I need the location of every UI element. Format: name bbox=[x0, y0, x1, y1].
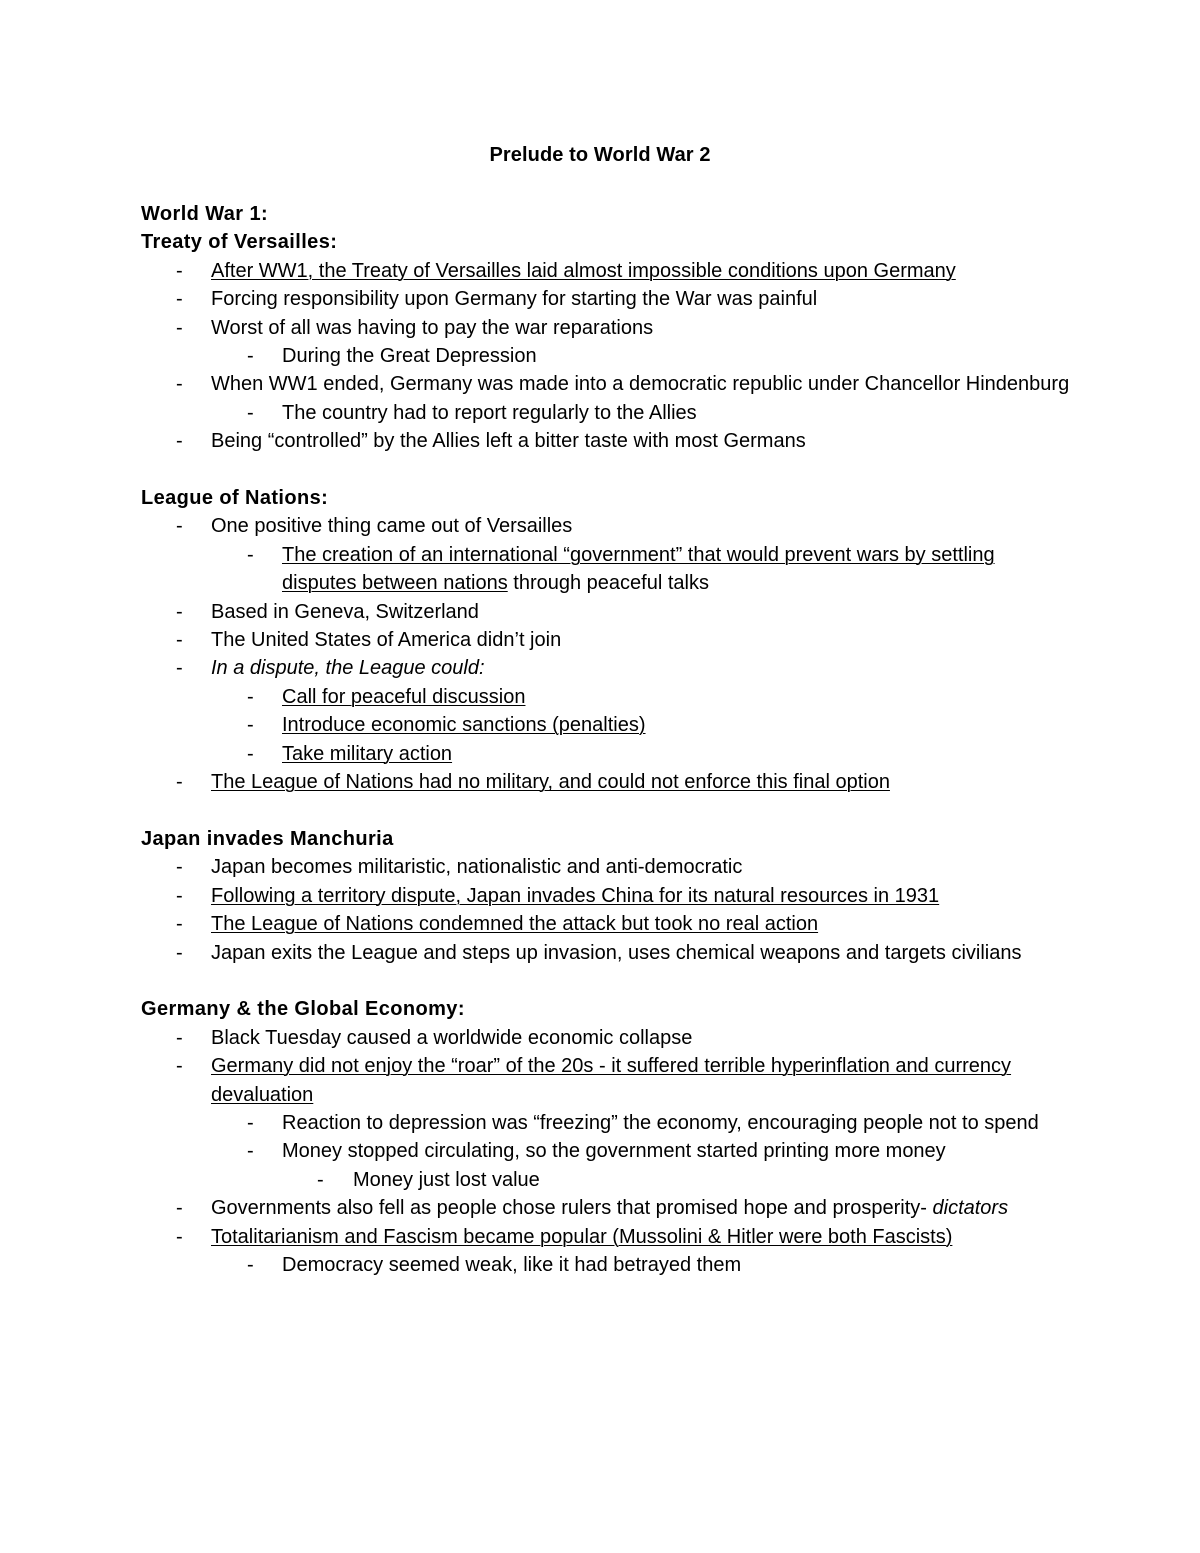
bullet-dash: - bbox=[176, 1026, 183, 1049]
list-item bbox=[141, 768, 1071, 796]
list-item-text: Japan exits the League and steps up invasion, uses chemical weapons and targets civilians bbox=[211, 941, 1022, 964]
list-item-text: Take military action bbox=[282, 742, 453, 765]
heading-world-war-1: World War 1: bbox=[141, 203, 269, 225]
list-item-text: Worst of all was having to pay the war reparations bbox=[211, 316, 654, 339]
bullet-dash: - bbox=[176, 856, 183, 879]
list-item bbox=[141, 1251, 1071, 1279]
bullet-dash: - bbox=[176, 913, 183, 936]
list-item-text: When WW1 ended, Germany was made into a democratic republic under Chancellor Hindenburg bbox=[211, 373, 1070, 396]
bullet-dash: - bbox=[176, 600, 183, 623]
list-item-text: The United States of America didn’t join bbox=[211, 629, 562, 652]
list-item bbox=[141, 882, 1071, 910]
list-item-text: Reaction to depression was “freezing” the economy, encouraging people not to spend bbox=[282, 1111, 1039, 1134]
bullet-dash: - bbox=[176, 259, 183, 282]
list-item-text: Black Tuesday caused a worldwide economic collapse bbox=[211, 1026, 693, 1049]
list-item-text: The League of Nations had no military, and could not enforce this final option bbox=[211, 771, 890, 794]
list-item-text: Forcing responsibility upon Germany for starting the War was painful bbox=[211, 288, 818, 311]
list-item bbox=[141, 541, 1071, 598]
list-item bbox=[141, 740, 1071, 768]
list-item bbox=[141, 626, 1071, 654]
list-item bbox=[141, 683, 1071, 711]
bullet-dash: - bbox=[176, 316, 183, 339]
list-item-text: Money just lost value bbox=[353, 1168, 540, 1191]
list-item-text: One positive thing came out of Versailles bbox=[211, 515, 573, 538]
bullet-dash: - bbox=[247, 1111, 254, 1134]
bullet-dash: - bbox=[247, 742, 254, 765]
list-item-text: The League of Nations condemned the attack but took no real action bbox=[211, 913, 819, 936]
bullet-dash: - bbox=[247, 345, 254, 368]
list-item-text: Governments also fell as people chose rulers that promised hope and prosperity- bbox=[211, 1197, 927, 1220]
bullet-dash: - bbox=[176, 884, 183, 907]
list-item bbox=[141, 342, 1071, 370]
bullet-dash: - bbox=[176, 1055, 183, 1078]
list-item-text: Introduce economic sanctions (penalties) bbox=[282, 714, 646, 737]
spacer bbox=[141, 456, 1071, 484]
bullet-dash: - bbox=[247, 1253, 254, 1276]
list-item bbox=[141, 654, 1071, 682]
spacer bbox=[141, 967, 1071, 995]
list-item bbox=[141, 910, 1071, 938]
bullet-dash: - bbox=[176, 657, 183, 680]
list-item bbox=[141, 314, 1071, 342]
heading-league-of-nations: League of Nations: bbox=[141, 487, 329, 510]
bullet-dash: - bbox=[176, 771, 183, 794]
document-body bbox=[141, 200, 1071, 1279]
list-item-text: Japan becomes militaristic, nationalistic and anti-democratic bbox=[211, 856, 743, 879]
bullet-dash: - bbox=[317, 1168, 324, 1191]
list-item bbox=[141, 1137, 1071, 1165]
bullet-dash: - bbox=[176, 629, 183, 652]
list-item-text: During the Great Depression bbox=[282, 345, 537, 368]
list-item bbox=[141, 1024, 1071, 1052]
page-title: Prelude to World War 2 bbox=[489, 144, 711, 166]
list-item-text: Being “controlled” by the Allies left a bitter taste with most Germans bbox=[211, 430, 806, 453]
list-item bbox=[141, 285, 1071, 313]
bullet-dash: - bbox=[176, 1225, 183, 1248]
spacer bbox=[141, 797, 1071, 825]
bullet-dash: - bbox=[247, 1140, 254, 1163]
list-item bbox=[141, 1223, 1071, 1251]
list-item bbox=[141, 1194, 1071, 1222]
list-item bbox=[141, 427, 1071, 455]
list-item-text: After WW1, the Treaty of Versailles laid almost impossible conditions upon Germany bbox=[211, 259, 956, 282]
list-item bbox=[141, 1109, 1071, 1137]
list-item bbox=[141, 853, 1071, 881]
list-item bbox=[141, 399, 1071, 427]
bullet-dash: - bbox=[176, 430, 183, 453]
list-item-text-italic: dictators bbox=[932, 1197, 1009, 1220]
bullet-dash: - bbox=[247, 401, 254, 424]
heading-treaty-of-versailles: Treaty of Versailles: bbox=[141, 231, 338, 254]
list-item-text: Democracy seemed weak, like it had betrayed them bbox=[282, 1253, 742, 1276]
list-item bbox=[141, 598, 1071, 626]
bullet-dash: - bbox=[247, 685, 254, 708]
list-item bbox=[141, 257, 1071, 285]
list-item-text: Call for peaceful discussion bbox=[282, 685, 526, 708]
list-item-text: In a dispute, the League could: bbox=[211, 657, 485, 680]
list-item bbox=[141, 1052, 1071, 1109]
list-item bbox=[141, 939, 1071, 967]
list-item-text: The country had to report regularly to the Allies bbox=[282, 401, 697, 424]
bullet-dash: - bbox=[176, 1197, 183, 1220]
bullet-dash: - bbox=[176, 941, 183, 964]
list-item-text-underlined: The creation of an international “government” that would prevent wars by settling disputes between nations bbox=[282, 543, 995, 595]
bullet-dash: - bbox=[176, 288, 183, 311]
heading-germany-global-economy: Germany & the Global Economy: bbox=[141, 998, 465, 1021]
heading-japan-invades-manchuria: Japan invades Manchuria bbox=[141, 827, 394, 850]
list-item-text: through peaceful talks bbox=[507, 572, 709, 595]
list-item-text: Money stopped circulating, so the government started printing more money bbox=[282, 1140, 946, 1163]
list-item bbox=[141, 512, 1071, 540]
list-item bbox=[141, 370, 1071, 398]
bullet-dash: - bbox=[176, 515, 183, 538]
bullet-dash: - bbox=[247, 714, 254, 737]
list-item-text: Based in Geneva, Switzerland bbox=[211, 600, 479, 623]
list-item-text: Following a territory dispute, Japan invades China for its natural resources in 1931 bbox=[211, 884, 940, 907]
list-item bbox=[141, 711, 1071, 739]
list-item-text: Germany did not enjoy the “roar” of the 20s - it suffered terrible hyperinflation and currency devaluation bbox=[211, 1055, 1012, 1106]
bullet-dash: - bbox=[176, 373, 183, 396]
list-item bbox=[141, 1166, 1071, 1194]
bullet-dash: - bbox=[247, 543, 254, 566]
list-item-text: Totalitarianism and Fascism became popular (Mussolini & Hitler were both Fascists) bbox=[211, 1225, 953, 1248]
